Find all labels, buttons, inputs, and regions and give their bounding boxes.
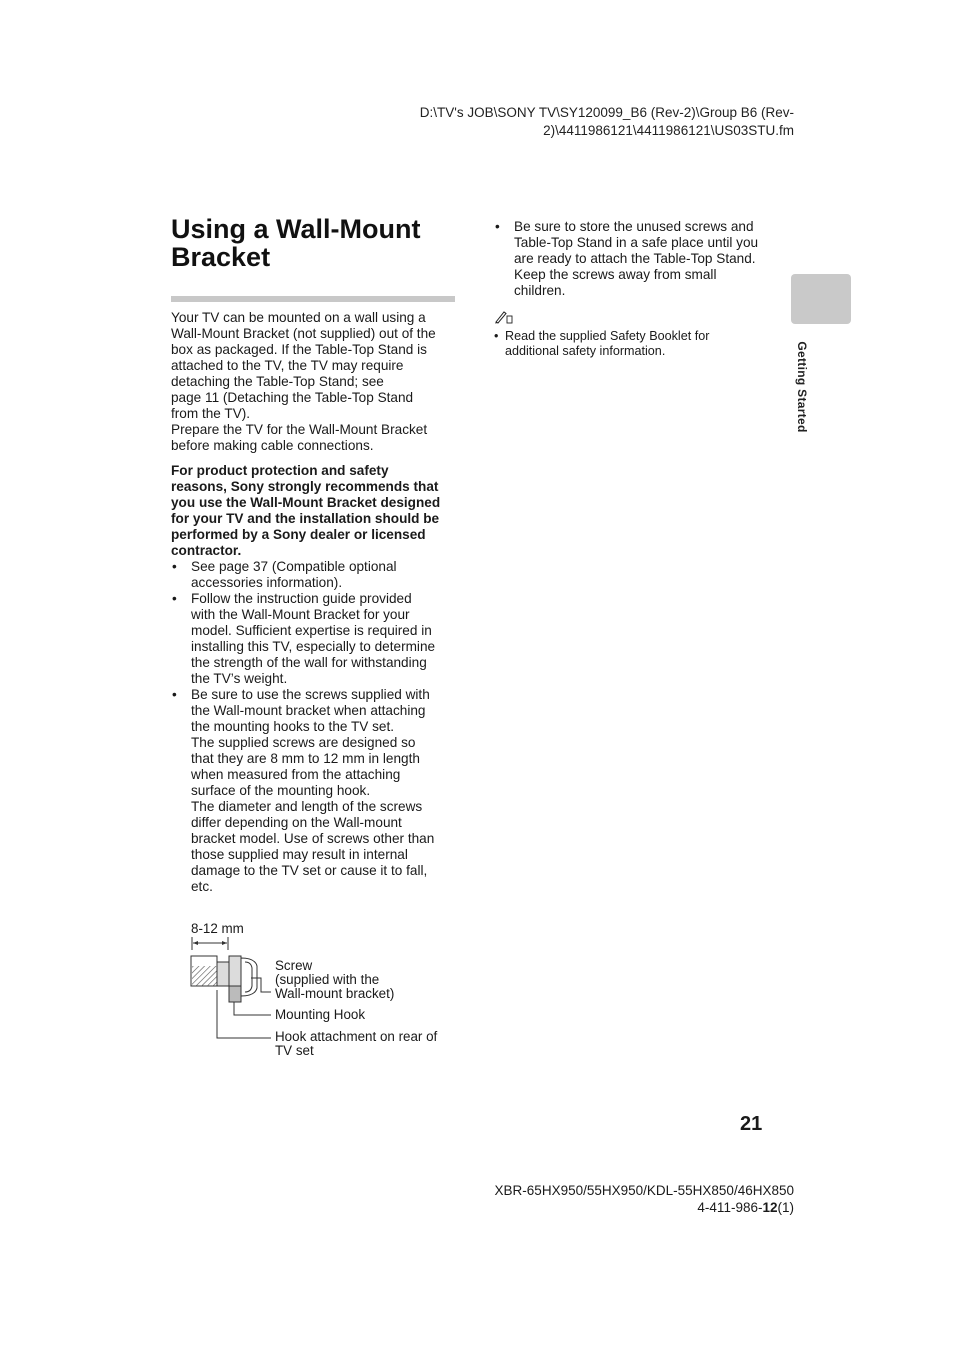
bullet-item xyxy=(494,219,784,299)
page-number: 21 xyxy=(740,1113,763,1135)
right-column xyxy=(494,219,784,299)
warning-line: performed by a Sony dealer or licensed xyxy=(171,527,426,542)
section-tab xyxy=(791,274,851,324)
bullet-item xyxy=(171,687,457,895)
bullet-line: surface of the mounting hook. xyxy=(191,783,371,798)
footer-model-line: XBR-65HX950/55HX950/KDL-55HX850/46HX850 xyxy=(494,1183,794,1198)
section-title-line-2: Bracket xyxy=(171,242,271,272)
note-list xyxy=(494,329,754,359)
screw-label-line-2: (supplied with the xyxy=(275,972,380,987)
footer xyxy=(394,1182,794,1216)
screw-label-line-3: Wall-mount bracket) xyxy=(275,986,395,1001)
bullet-line: differ depending on the Wall-mount xyxy=(191,815,402,830)
warning-line: contractor. xyxy=(171,543,242,558)
intro-line: Your TV can be mounted on a wall using a xyxy=(171,310,426,325)
bullet-line: Keep the screws away from small xyxy=(514,267,717,282)
bullet-line: See page 37 (Compatible optional xyxy=(191,559,397,574)
note-item xyxy=(494,329,754,359)
bullet-line: are ready to attach the Table-Top Stand. xyxy=(514,251,756,266)
file-path-line-1: D:\TV's JOB\SONY TV\SY120099_B6 (Rev-2)\Group B6 (Rev- xyxy=(419,105,794,120)
intro-line: Prepare the TV for the Wall-Mount Bracket xyxy=(171,422,428,437)
warning-line: reasons, Sony strongly recommends that xyxy=(171,479,439,494)
footer-code-suffix: (1) xyxy=(777,1200,794,1215)
bullet-line: etc. xyxy=(191,879,213,894)
mounting-hook-label: Mounting Hook xyxy=(275,1007,366,1022)
bullet-line: Table-Top Stand in a safe place until you xyxy=(514,235,759,250)
hook-attachment-label-line-1: Hook attachment on rear of xyxy=(275,1029,438,1044)
footer-code-prefix: 4-411-986- xyxy=(697,1200,763,1215)
bullet-line: Follow the instruction guide provided xyxy=(191,591,412,606)
left-column xyxy=(171,310,457,895)
bullet-line: damage to the TV set or cause it to fall, xyxy=(191,863,428,878)
intro-line: before making cable connections. xyxy=(171,438,374,453)
file-path-line-2: 2)\4411986121\4411986121\US03STU.fm xyxy=(543,123,794,138)
warning-line: you use the Wall-Mount Bracket designed xyxy=(171,495,441,510)
warning-line: for your TV and the installation should be xyxy=(171,511,440,526)
bullet-list xyxy=(171,559,457,895)
intro-paragraph xyxy=(171,310,457,454)
bullet-line: that they are 8 mm to 12 mm in length xyxy=(191,751,420,766)
intro-line: page 11 (Detaching the Table-Top Stand xyxy=(171,390,414,405)
hook-attachment-label-line-2: TV set xyxy=(275,1043,314,1058)
bullet-line: The diameter and length of the screws xyxy=(191,799,423,814)
section-title xyxy=(171,215,461,271)
bullet-line: those supplied may result in internal xyxy=(191,847,408,862)
right-bullet-list xyxy=(494,219,784,299)
screw-mounting-diagram xyxy=(171,920,471,1070)
bullet-line: accessories information). xyxy=(191,575,343,590)
bullet-line: the TV’s weight. xyxy=(191,671,288,686)
note-line: additional safety information. xyxy=(505,344,666,358)
intro-line: from the TV). xyxy=(171,406,251,421)
bullet-line: installing this TV, especially to determine xyxy=(191,639,436,654)
bullet-line: the Wall-mount bracket when attaching xyxy=(191,703,426,718)
bullet-line: model. Sufficient expertise is required in xyxy=(191,623,432,638)
bullet-line: when measured from the attaching xyxy=(191,767,401,782)
intro-line: attached to the TV, the TV may require xyxy=(171,358,404,373)
screw-label-line-1: Screw xyxy=(275,958,313,973)
intro-line: box as packaged. If the Table-Top Stand is xyxy=(171,342,427,357)
bullet-line: Be sure to store the unused screws and xyxy=(514,219,754,234)
intro-line: Wall-Mount Bracket (not supplied) out of the xyxy=(171,326,436,341)
warning-line: For product protection and safety xyxy=(171,463,389,478)
bullet-line: Be sure to use the screws supplied with xyxy=(191,687,430,702)
dimension-label: 8-12 mm xyxy=(191,921,244,936)
dimension-arrow xyxy=(192,937,228,950)
bullet-line: with the Wall-Mount Bracket for your xyxy=(191,607,410,622)
pencil-note-icon xyxy=(494,310,514,327)
footer-code-bold: 12 xyxy=(762,1200,778,1215)
note-line: Read the supplied Safety Booklet for xyxy=(505,329,710,343)
section-title-line-1: Using a Wall-Mount xyxy=(171,214,421,244)
side-section-label: Getting Started xyxy=(795,341,809,433)
intro-line: detaching the Table-Top Stand; see xyxy=(171,374,384,389)
bullet-line: bracket model. Use of screws other than xyxy=(191,831,435,846)
bullet-item xyxy=(171,559,457,591)
file-path-header xyxy=(334,104,794,140)
bullet-line: the mounting hooks to the TV set. xyxy=(191,719,395,734)
bullet-item xyxy=(171,591,457,687)
bullet-line: the strength of the wall for withstanding xyxy=(191,655,427,670)
safety-warning xyxy=(171,463,457,559)
bullet-line: The supplied screws are designed so xyxy=(191,735,416,750)
mounting-hook-shape xyxy=(229,986,241,1002)
footer-code-line xyxy=(394,1199,794,1216)
bullet-line: children. xyxy=(514,283,566,298)
note-block xyxy=(494,329,754,359)
title-divider xyxy=(171,296,455,302)
tv-rear-panel xyxy=(191,956,218,986)
